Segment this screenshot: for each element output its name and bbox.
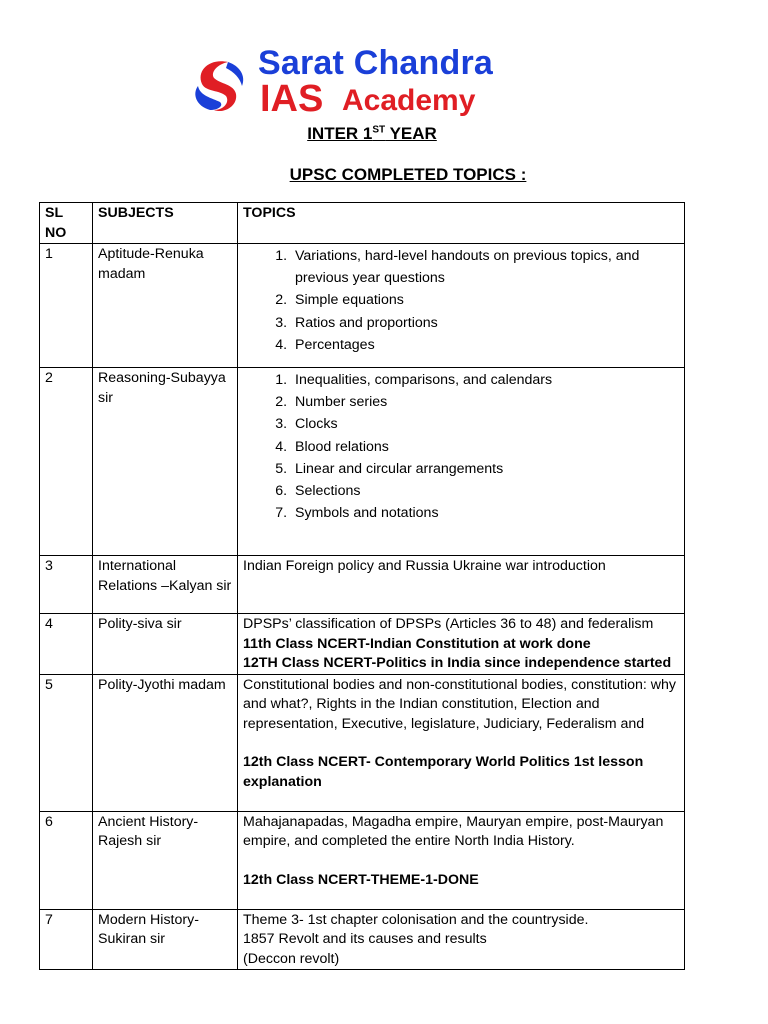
row-sl: 4 (40, 614, 93, 675)
logo-academy-text: Academy (342, 84, 476, 117)
year-heading-sup: ST (372, 124, 386, 136)
row-subject: Polity-Jyothi madam (93, 674, 238, 811)
topic-text: (Deccon revolt) (243, 950, 340, 967)
header-subjects: SUBJECTS (93, 203, 238, 244)
row-subject: Reasoning-Subayya sir (93, 368, 238, 556)
list-item: 6. Selections (291, 480, 679, 502)
table-row (40, 556, 685, 614)
topic-bold-line: 12TH Class NCERT-Politics in India since independence started (243, 655, 672, 671)
row-sl: 5 (40, 674, 93, 811)
topic-spacer (243, 734, 679, 753)
row-subject: Modern History-Sukiran sir (93, 909, 238, 970)
list-item: 2. Simple equations (291, 289, 679, 311)
table-row (40, 674, 685, 811)
topic-text: Mahajanapadas, Magadha empire, Mauryan empire, post-Mauryan empire, and completed the entire North India History. (243, 813, 664, 849)
list-item: 2. Number series (291, 391, 679, 413)
list-item: 7. Symbols and notations (291, 502, 679, 524)
row-sl: 6 (40, 811, 93, 909)
year-heading-prefix: INTER 1 (307, 124, 373, 143)
list-item: 3. Ratios and proportions (291, 312, 679, 334)
row-topics (238, 244, 685, 368)
row-topics (238, 811, 685, 909)
row-topics (238, 368, 685, 556)
list-item: 5. Linear and circular arrangements (291, 458, 679, 480)
topic-text: DPSPs’ classification of DPSPs (Articles 36 to 48) and federalism (243, 616, 654, 632)
table-header-row (40, 203, 685, 244)
topic-bold-line: 11th Class NCERT-Indian Constitution at work done (243, 635, 591, 652)
row-topics (238, 674, 685, 811)
row-topics (238, 614, 685, 675)
page-title: UPSC COMPLETED TOPICS : (289, 165, 527, 184)
row-topics (238, 909, 685, 970)
topic-text: Theme 3- 1st chapter colonisation and the countryside. (243, 911, 589, 928)
row-topics: Indian Foreign policy and Russia Ukraine war introduction (238, 556, 685, 614)
logo-ias-text: IAS (260, 78, 324, 120)
list-item: 1. Inequalities, comparisons, and calendars (291, 369, 679, 391)
row-subject: International Relations –Kalyan sir (93, 556, 238, 614)
topics-table (39, 202, 685, 970)
table-row (40, 811, 685, 909)
topic-bold-line: 12th Class NCERT-THEME-1-DONE (243, 871, 479, 888)
row-sl: 7 (40, 909, 93, 970)
header-topics: TOPICS (238, 203, 685, 244)
academy-logo (190, 44, 494, 120)
topic-bold-line: 12th Class NCERT- Contemporary World Politics 1st lesson explanation (243, 754, 644, 790)
table-row (40, 244, 685, 368)
table-row (40, 909, 685, 970)
row-sl: 1 (40, 244, 93, 368)
row-subject: Aptitude-Renuka madam (93, 244, 238, 368)
logo-swirl-icon (190, 56, 248, 116)
list-item: 1. Variations, hard-level handouts on previous topics, and previous year questions (291, 245, 679, 289)
logo-title-line: Sarat Chandra (258, 44, 494, 82)
table-row (40, 368, 685, 556)
year-heading (0, 124, 756, 144)
row-subject: Ancient History-Rajesh sir (93, 811, 238, 909)
table-row (40, 614, 685, 675)
topic-text: 1857 Revolt and its causes and results (243, 931, 487, 947)
header-sl-no: SL NO (40, 203, 93, 244)
row-sl: 2 (40, 368, 93, 556)
topic-text: Constitutional bodies and non-constitutional bodies, constitution: why and what?, Rights in the Indian constitution, Election and representation, Executive, legislature, Judiciary, Federalism and (243, 676, 676, 732)
list-item: 4. Percentages (291, 334, 679, 356)
topic-spacer (243, 852, 679, 871)
list-item: 3. Clocks (291, 413, 679, 435)
row-subject: Polity-siva sir (93, 614, 238, 675)
year-heading-suffix: YEAR (385, 124, 437, 143)
row-sl: 3 (40, 556, 93, 614)
list-item: 4. Blood relations (291, 436, 679, 458)
